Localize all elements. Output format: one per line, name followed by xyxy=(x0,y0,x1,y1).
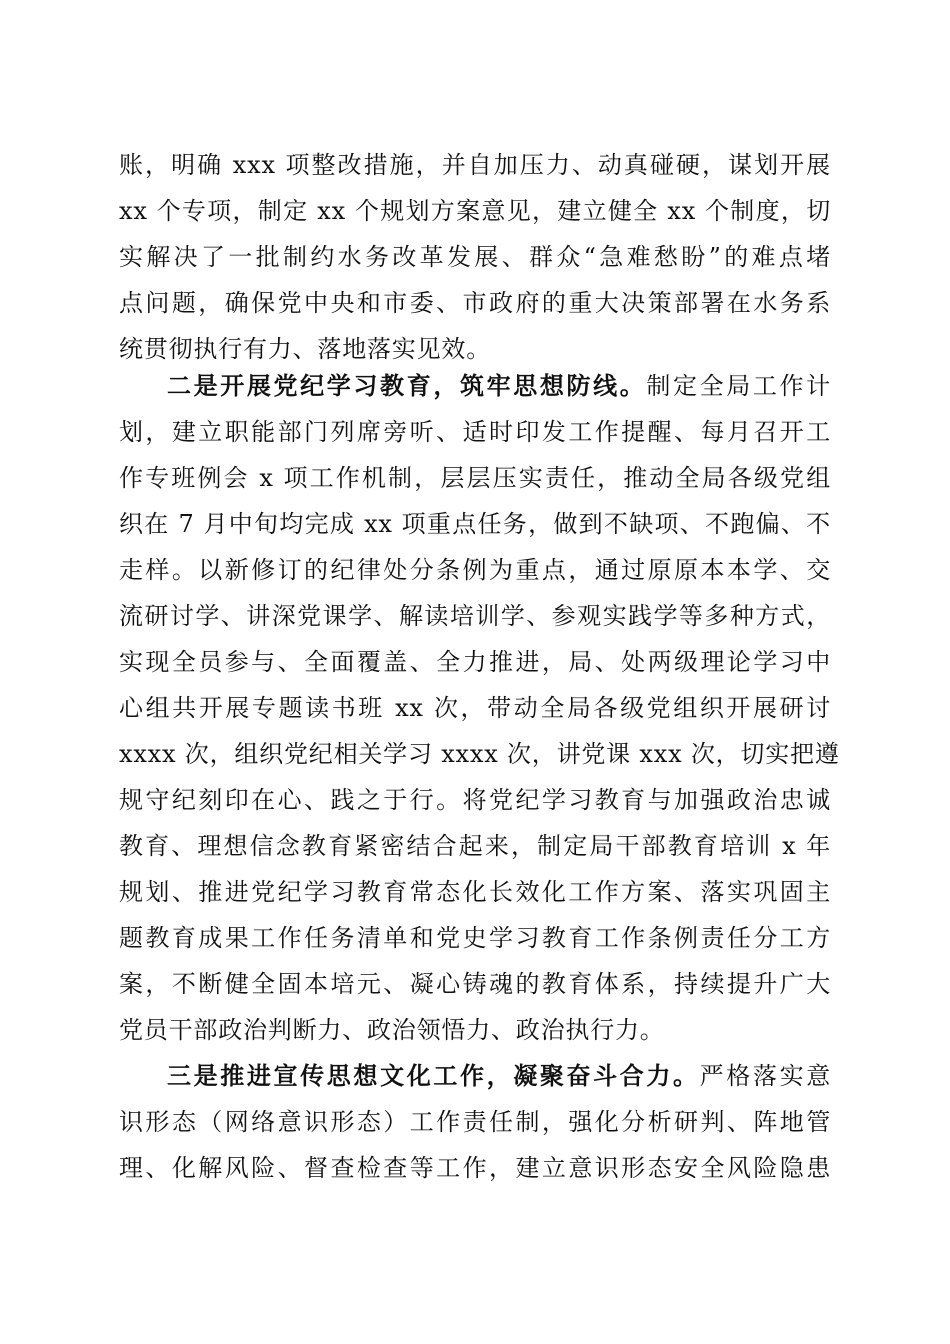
paragraph-3-heading: 三是推进宣传思想文化工作，凝聚奋斗合力。 xyxy=(167,1061,700,1090)
paragraph-2-line-14: 案，不断健全固本培元、凝心铸魂的教育体系，持续提升广大 xyxy=(119,970,831,998)
paragraph-1-line-3: 实解决了一批制约水务改革发展、群众“急难愁盼”的难点堵 xyxy=(119,243,831,271)
paragraph-2-line-4: 织在 7 月中旬均完成 xx 项重点任务，做到不缺项、不跑偏、不 xyxy=(119,510,831,538)
paragraph-2-line-11: 教育、理想信念教育紧密结合起来，制定局干部教育培训 x 年 xyxy=(119,832,831,860)
paragraph-2-line-7: 实现全员参与、全面覆盖、全力推进，局、处两级理论学习中 xyxy=(119,648,831,676)
paragraph-2-first-line xyxy=(167,366,831,406)
paragraph-3-line-1: 严格落实意 xyxy=(699,1062,832,1090)
paragraph-1-line-2: xx 个专项，制定 xx 个规划方案意见，建立健全 xx 个制度，切 xyxy=(119,197,831,225)
paragraph-2-line-2: 划，建立职能部门列席旁听、适时印发工作提醒、每月召开工 xyxy=(119,418,831,446)
paragraph-2-line-3: 作专班例会 x 项工作机制，层层压实责任，推动全局各级党组 xyxy=(119,464,831,492)
paragraph-2-line-1: 制定全局工作计 xyxy=(646,372,831,400)
paragraph-2-line-6: 流研讨学、讲深党课学、解读培训学、参观实践学等多种方式， xyxy=(119,602,831,630)
paragraph-2-line-10: 规守纪刻印在心、践之于行。将党纪学习教育与加强政治忠诚 xyxy=(119,786,831,814)
paragraph-2-line-12: 规划、推进党纪学习教育常态化长效化工作方案、落实巩固主 xyxy=(119,878,831,906)
paragraph-3-line-3: 理、化解风险、督查检查等工作，建立意识形态安全风险隐患 xyxy=(119,1154,831,1182)
paragraph-2-line-15: 党员干部政治判断力、政治领悟力、政治执行力。 xyxy=(119,1016,665,1044)
paragraph-2-line-13: 题教育成果工作任务清单和党史学习教育工作条例责任分工方 xyxy=(119,924,831,952)
paragraph-3-line-2: 识形态（网络意识形态）工作责任制，强化分析研判、阵地管 xyxy=(119,1108,831,1136)
paragraph-1-line-5: 统贯彻执行有力、落地落实见效。 xyxy=(119,335,491,363)
paragraph-2-line-9: xxxx 次，组织党纪相关学习 xxxx 次，讲党课 xxx 次，切实把遵 xyxy=(119,740,840,768)
paragraph-3-first-line xyxy=(167,1056,831,1096)
paragraph-2-line-5: 走样。以新修订的纪律处分条例为重点，通过原原本本学、交 xyxy=(119,556,831,584)
paragraph-1-line-1: 账，明确 xxx 项整改措施，并自加压力、动真碰硬，谋划开展 xyxy=(119,151,831,179)
paragraph-1-line-4: 点问题，确保党中央和市委、市政府的重大决策部署在水务系 xyxy=(119,289,831,317)
paragraph-2-heading: 二是开展党纪学习教育，筑牢思想防线。 xyxy=(167,371,647,400)
paragraph-2-line-8: 心组共开展专题读书班 xx 次，带动全局各级党组织开展研讨 xyxy=(119,694,831,722)
